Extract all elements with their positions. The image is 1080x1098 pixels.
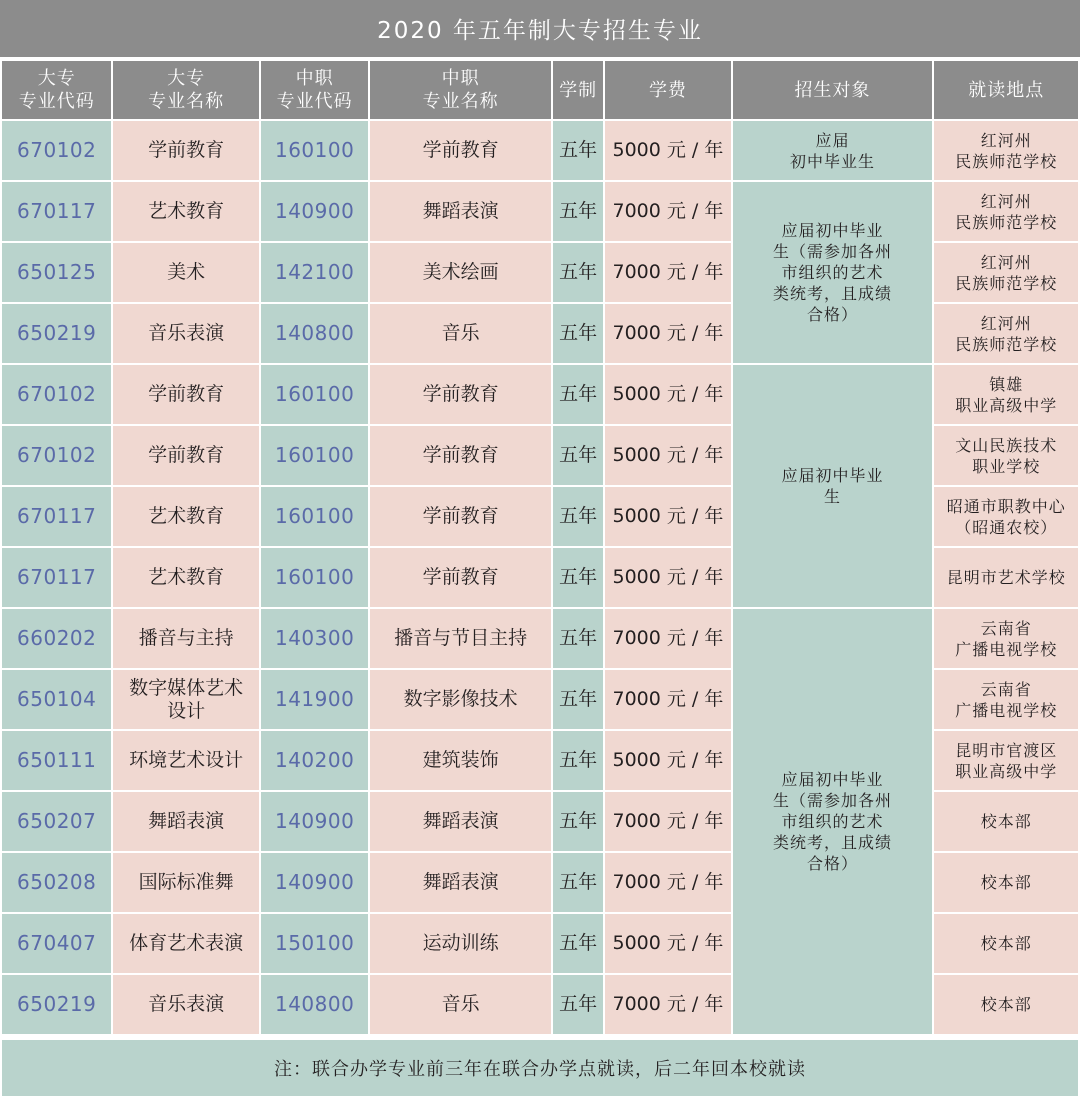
table-row bbox=[2, 609, 1078, 668]
header-tuition: 学费 bbox=[605, 61, 730, 119]
duration-cell: 五年 bbox=[553, 304, 603, 363]
duration-cell: 五年 bbox=[553, 365, 603, 424]
location-cell: 云南省 广播电视学校 bbox=[934, 609, 1078, 668]
footer-note: 注：联合办学专业前三年在联合办学点就读，后二年回本校就读 bbox=[2, 1040, 1078, 1096]
location-cell: 红河州 民族师范学校 bbox=[934, 121, 1078, 180]
table-header-row bbox=[2, 61, 1078, 119]
tuition-cell: 7000 元 / 年 bbox=[605, 304, 730, 363]
location-cell: 文山民族技术 职业学校 bbox=[934, 426, 1078, 485]
vocational-code-cell: 160100 bbox=[261, 365, 368, 424]
location-cell: 红河州 民族师范学校 bbox=[934, 243, 1078, 302]
location-cell: 校本部 bbox=[934, 792, 1078, 851]
tuition-cell: 5000 元 / 年 bbox=[605, 426, 730, 485]
table-body bbox=[2, 121, 1078, 1034]
college-code-cell: 650111 bbox=[2, 731, 111, 790]
tuition-cell: 7000 元 / 年 bbox=[605, 853, 730, 912]
location-cell: 云南省 广播电视学校 bbox=[934, 670, 1078, 729]
duration-cell: 五年 bbox=[553, 731, 603, 790]
vocational-code-cell: 140200 bbox=[261, 731, 368, 790]
page-title: 2020 年五年制大专招生专业 bbox=[0, 0, 1080, 57]
duration-cell: 五年 bbox=[553, 487, 603, 546]
tuition-cell: 7000 元 / 年 bbox=[605, 975, 730, 1034]
college-code-cell: 650219 bbox=[2, 975, 111, 1034]
target-group-cell: 应届初中毕业 生 bbox=[733, 365, 933, 607]
location-cell: 校本部 bbox=[934, 975, 1078, 1034]
college-name-cell: 国际标准舞 bbox=[113, 853, 259, 912]
vocational-name-cell: 美术绘画 bbox=[370, 243, 551, 302]
target-group-cell: 应届初中毕业 生（需参加各州 市组织的艺术 类统考，且成绩 合格） bbox=[733, 182, 933, 363]
vocational-name-cell: 学前教育 bbox=[370, 487, 551, 546]
duration-cell: 五年 bbox=[553, 426, 603, 485]
enrollment-table bbox=[0, 59, 1080, 1036]
tuition-cell: 5000 元 / 年 bbox=[605, 487, 730, 546]
vocational-name-cell: 学前教育 bbox=[370, 121, 551, 180]
location-cell: 昭通市职教中心 （昭通农校） bbox=[934, 487, 1078, 546]
header-duration: 学制 bbox=[553, 61, 603, 119]
tuition-cell: 5000 元 / 年 bbox=[605, 914, 730, 973]
duration-cell: 五年 bbox=[553, 975, 603, 1034]
vocational-name-cell: 舞蹈表演 bbox=[370, 792, 551, 851]
vocational-code-cell: 140900 bbox=[261, 792, 368, 851]
vocational-name-cell: 舞蹈表演 bbox=[370, 853, 551, 912]
vocational-code-cell: 160100 bbox=[261, 426, 368, 485]
location-cell: 校本部 bbox=[934, 853, 1078, 912]
college-code-cell: 670102 bbox=[2, 121, 111, 180]
tuition-cell: 7000 元 / 年 bbox=[605, 609, 730, 668]
duration-cell: 五年 bbox=[553, 609, 603, 668]
vocational-code-cell: 141900 bbox=[261, 670, 368, 729]
location-cell: 校本部 bbox=[934, 914, 1078, 973]
vocational-code-cell: 140900 bbox=[261, 853, 368, 912]
college-code-cell: 650219 bbox=[2, 304, 111, 363]
vocational-code-cell: 140800 bbox=[261, 975, 368, 1034]
vocational-name-cell: 音乐 bbox=[370, 975, 551, 1034]
college-name-cell: 艺术教育 bbox=[113, 487, 259, 546]
vocational-code-cell: 140900 bbox=[261, 182, 368, 241]
tuition-cell: 5000 元 / 年 bbox=[605, 731, 730, 790]
college-name-cell: 学前教育 bbox=[113, 426, 259, 485]
vocational-code-cell: 160100 bbox=[261, 487, 368, 546]
target-group-cell: 应届 初中毕业生 bbox=[733, 121, 933, 180]
college-name-cell: 播音与主持 bbox=[113, 609, 259, 668]
college-code-cell: 660202 bbox=[2, 609, 111, 668]
duration-cell: 五年 bbox=[553, 914, 603, 973]
college-name-cell: 音乐表演 bbox=[113, 975, 259, 1034]
table-row bbox=[2, 365, 1078, 424]
header-vocational-name: 中职 专业名称 bbox=[370, 61, 551, 119]
target-group-cell: 应届初中毕业 生（需参加各州 市组织的艺术 类统考，且成绩 合格） bbox=[733, 609, 933, 1034]
tuition-cell: 5000 元 / 年 bbox=[605, 548, 730, 607]
tuition-cell: 5000 元 / 年 bbox=[605, 121, 730, 180]
vocational-name-cell: 学前教育 bbox=[370, 426, 551, 485]
table-row bbox=[2, 182, 1078, 241]
college-code-cell: 670117 bbox=[2, 548, 111, 607]
college-code-cell: 650125 bbox=[2, 243, 111, 302]
college-code-cell: 650104 bbox=[2, 670, 111, 729]
duration-cell: 五年 bbox=[553, 121, 603, 180]
duration-cell: 五年 bbox=[553, 548, 603, 607]
tuition-cell: 7000 元 / 年 bbox=[605, 182, 730, 241]
tuition-cell: 7000 元 / 年 bbox=[605, 670, 730, 729]
college-name-cell: 学前教育 bbox=[113, 365, 259, 424]
college-code-cell: 650207 bbox=[2, 792, 111, 851]
vocational-code-cell: 140800 bbox=[261, 304, 368, 363]
college-code-cell: 670102 bbox=[2, 365, 111, 424]
vocational-name-cell: 舞蹈表演 bbox=[370, 182, 551, 241]
college-code-cell: 670407 bbox=[2, 914, 111, 973]
header-vocational-code: 中职 专业代码 bbox=[261, 61, 368, 119]
college-name-cell: 艺术教育 bbox=[113, 548, 259, 607]
duration-cell: 五年 bbox=[553, 853, 603, 912]
vocational-name-cell: 学前教育 bbox=[370, 548, 551, 607]
duration-cell: 五年 bbox=[553, 670, 603, 729]
vocational-code-cell: 160100 bbox=[261, 121, 368, 180]
college-name-cell: 美术 bbox=[113, 243, 259, 302]
college-name-cell: 学前教育 bbox=[113, 121, 259, 180]
duration-cell: 五年 bbox=[553, 243, 603, 302]
header-location: 就读地点 bbox=[934, 61, 1078, 119]
college-code-cell: 650208 bbox=[2, 853, 111, 912]
college-name-cell: 舞蹈表演 bbox=[113, 792, 259, 851]
location-cell: 镇雄 职业高级中学 bbox=[934, 365, 1078, 424]
header-target: 招生对象 bbox=[733, 61, 933, 119]
location-cell: 红河州 民族师范学校 bbox=[934, 304, 1078, 363]
vocational-name-cell: 音乐 bbox=[370, 304, 551, 363]
college-code-cell: 670117 bbox=[2, 487, 111, 546]
vocational-name-cell: 运动训练 bbox=[370, 914, 551, 973]
header-college-name: 大专 专业名称 bbox=[113, 61, 259, 119]
college-name-cell: 艺术教育 bbox=[113, 182, 259, 241]
tuition-cell: 7000 元 / 年 bbox=[605, 243, 730, 302]
location-cell: 昆明市艺术学校 bbox=[934, 548, 1078, 607]
college-code-cell: 670117 bbox=[2, 182, 111, 241]
tuition-cell: 5000 元 / 年 bbox=[605, 365, 730, 424]
college-name-cell: 音乐表演 bbox=[113, 304, 259, 363]
vocational-code-cell: 160100 bbox=[261, 548, 368, 607]
vocational-name-cell: 数字影像技术 bbox=[370, 670, 551, 729]
college-code-cell: 670102 bbox=[2, 426, 111, 485]
location-cell: 红河州 民族师范学校 bbox=[934, 182, 1078, 241]
vocational-code-cell: 150100 bbox=[261, 914, 368, 973]
college-name-cell: 环境艺术设计 bbox=[113, 731, 259, 790]
vocational-name-cell: 播音与节目主持 bbox=[370, 609, 551, 668]
table-row bbox=[2, 121, 1078, 180]
header-college-code: 大专 专业代码 bbox=[2, 61, 111, 119]
vocational-name-cell: 建筑装饰 bbox=[370, 731, 551, 790]
duration-cell: 五年 bbox=[553, 182, 603, 241]
college-name-cell: 数字媒体艺术 设计 bbox=[113, 670, 259, 729]
duration-cell: 五年 bbox=[553, 792, 603, 851]
location-cell: 昆明市官渡区 职业高级中学 bbox=[934, 731, 1078, 790]
tuition-cell: 7000 元 / 年 bbox=[605, 792, 730, 851]
vocational-code-cell: 142100 bbox=[261, 243, 368, 302]
college-name-cell: 体育艺术表演 bbox=[113, 914, 259, 973]
vocational-name-cell: 学前教育 bbox=[370, 365, 551, 424]
vocational-code-cell: 140300 bbox=[261, 609, 368, 668]
